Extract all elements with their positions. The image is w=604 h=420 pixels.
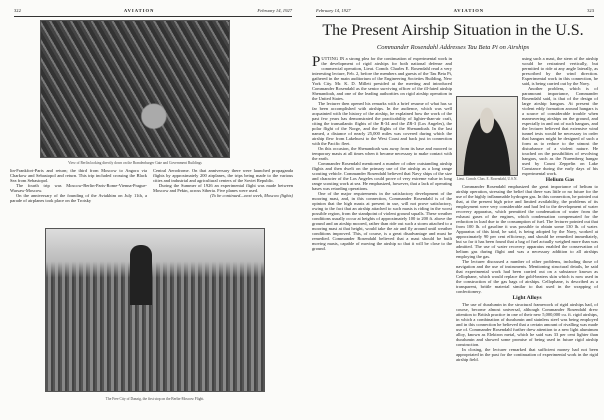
- paragraph: On the anniversary of the founding of the Aviakhim on July 11th, a parade of airplanes took place on the Trotsky: [10, 193, 147, 203]
- paragraph: Commander Rosendahl emphasized the great importance of helium to airship operation, stressing the belief that there was little or no future for the use of the highly inflammable hydrogen gas. In this connection, he pointed out that, at the present high price and limited availability, the problems of its employment were very considerable and had led to the development of water recovery apparatus, which permitted the condensation of water from the exhaust gases of the engines, which condensation compensated for the reduction in load due to the consumption of fuel. The lecturer pointed out that from 100 lb. of gasoline it was possible to obtain some 130 lb. of water. Apparatus of this kind, he said, is being adopted by the Navy, worked at approximately 90 per cent efficiency, and should be remedied immediately, but so far it has been found that a bag of fuel actually weighed more than was admitted. The use of water recovery apparatus enabled the conservation of helium gas during flight and was a necessary addition to all airships employing the gas.: [456, 184, 598, 259]
- paragraph: using such a mast, the stern of the airship would be restrained vertically, but permitted to ride at any angle laterally, as prescribed by the wind direction. Experimental work in this connection, he said, is being carried out by the Navy.: [522, 56, 598, 86]
- drop-cap: P: [312, 54, 321, 70]
- portrait-figure: [456, 96, 518, 181]
- paragraph: The use of duralumin in the structural framework of rigid airships had, of course, become almost universal, although Commander Rosendahl drew attention to British practice in one of their new 5,000,000 cu. ft. rigid airships, in which a combination of duralumin and stainless steel was being employed and in this connection he believed that a certain amount of rivalling was made use of. Commander Rosendahl further drew attention to a new light aluminum alloy, known as Elektron metal, which he said was 33 per cent lighter than duralumin and showed some promise of being used in future rigid airship construction.: [456, 302, 598, 347]
- page-header: [14, 8, 292, 17]
- text-column-2: [153, 168, 293, 198]
- right-page: [302, 0, 604, 420]
- paragraph: The lecturer discussed a number of other problems, including those of navigation and the use of instruments. Mentioning structural details, he said that experimental work had been carried out on a substance known as Cellophane, which would replace the gold-beaters skin which is now used in the construction of the gas bags of airships. Cellophane, is described as a transparent, brittle material similar to that used in the wrapping of confectionery.: [456, 259, 598, 294]
- section-heading-light-alloys: Light Alloys: [512, 295, 542, 301]
- text-column-1: [10, 168, 147, 203]
- portrait-photo-rosendahl: [456, 96, 518, 176]
- paragraph: In closing, the lecturer remarked that sufficient money had not been appropriated in the past for the continuation of experimental work in the rigid airship field.: [456, 347, 598, 362]
- issue-date: February 14, 1927: [257, 8, 292, 13]
- photo-caption: The Free City of Danzig, the first stop on the Berlin-Moscow Flight.: [105, 397, 205, 401]
- section-heading-helium: Helium Gas: [545, 177, 575, 183]
- continued-note: (To be continued—next week, Moscow flights): [210, 193, 293, 198]
- paragraph: lin-Frankfort-Paris and return; the third from Moscow to Angora via Charkow and Sebastopol and return. This trip included crossing the Black Sea from Sebastopol.: [10, 168, 147, 183]
- magazine-name: AVIATION: [123, 8, 155, 13]
- paragraph: On this occasion, the Shenandoah was away from its base and moored to temporary masts at all times when it became necessary to make contact with the earth.: [312, 146, 452, 161]
- portrait-caption: Lieut. Comdr. Chas. E. Rosendahl, U.S.N.: [456, 177, 518, 181]
- paragraph: Another problem, which is of paramount importance, Commander Rosendahl said, is that of the design of large airship hangars. At present the violent eddy formation around hangars is a source of considerable trouble when maneuvering airships on the ground, and especially in and out of such hangars, and the lecturer believed that extensive wind tunnel tests would be necessary in order that hangars might be designed of such a form as to reduce to the utmost the disturbance of a violent nature. He touched on the possibilities of revolving hangars, such as the Nuremberg hangar used by Count Zeppelin on Lake Constance during the early days of his experimental work.: [522, 86, 598, 176]
- photo-caption: View of Berlin looking directly down on the Brandenburger Gate and Government Buildings: [68, 161, 202, 165]
- paragraph: One of the major requirements in the satisfactory development of the mooring mast, and, in this connection, Commander Rosendahl is of the opinion that the high masts at present in use, will not prove satisfactory, owing to the fact that an airship attached to such masts is riding in the worst possible region, from the standpoint of violent ground squalls. These weather conditions usually occur at heights of approximately 100 to 200 ft. above the ground and an airship moored, rather than ride out such a storm attached to a mooring mast at that height, would take the air and fly around until weather conditions improved. This, of course, is a great disadvantage and must be remedied. Commander Rosendahl believed that a mast should be built moving masts, capable of moving the airship so that it will be close to the ground.: [312, 191, 452, 251]
- paragraph: The fourth trip was Moscow-Berlin-Paris-Rome-Vienna-Prague-Warsaw-Moscow.: [10, 183, 147, 193]
- paragraph: The lecturer then opened his remarks with a brief resume of what has so far been accomplished with airships. In the audience, which was well acquainted with the history of the airship, he explained how the work of the past few years has demonstrated the practicability of lighter-than-air craft, citing the transatlantic flights of the R-34 and the ZR-3 (Los Angeles), the polar flight of the Norge, and the flights of the Shenandoah. In the last named, a distance of nearly 25,000 miles was covered during which the airship flew from Lakehurst to the West Coast and back just in connection with the Pacific fleet.: [312, 101, 452, 146]
- page-number: 323: [587, 8, 594, 13]
- page-number: 322: [14, 8, 21, 13]
- paragraph: Commander Rosendahl mentioned a number of other outstanding airship flights and then dwelt on the primary use of the airship as a long range scouting vehicle. Commander Rosendahl believed that Navy ships of the size and character of the Los Angeles could prove of very extreme value in long range scouting work at sea. He emphasized, however, that a lack of operating bases was retarding operations.: [312, 161, 452, 191]
- text-column-2: [456, 56, 598, 362]
- magazine-name: AVIATION: [453, 8, 485, 13]
- paragraph: UTTING IN a strong plea for the continuation of experimental work in the development of rigid airships for both national defense and commercial operation, Lieut. Comdr. Charles E. Rosendahl read a very interesting lecture, Feb. 2, before the members and guests of the Tau Beta Pi, gathered in the main auditorium of the Engineering Societies Building, New York City. Mr. K. D. Millett presided at the meeting and introduced Commander Rosendahl as the senior surviving officer of the ill-fated airship Shenandoah, and one of the leading authorities on rigid airship operation in the United States.: [312, 56, 452, 101]
- aerial-photo-berlin: [40, 20, 230, 158]
- issue-date: February 14, 1927: [316, 8, 351, 13]
- photo-danzig: [45, 228, 265, 392]
- article-subtitle: Commander Rosendahl Addresses Tau Beta Pi on Airships: [376, 44, 530, 51]
- article-title: The Present Airship Situation in the U.S.: [322, 22, 584, 39]
- text-column-1: [312, 56, 452, 251]
- paragraph: Central Aerodrome. On that anniversary there were launched propaganda flights by approximately 200 airplanes, the trips being made to the various cities and industrial and agricultural centers of the Soviet Republic.: [153, 168, 293, 183]
- paragraph: During the Summer of 1926 an experimental flight was made between Moscow and Pekin, across Siberia. Five planes were used.: [153, 183, 293, 193]
- page-header: [316, 8, 594, 17]
